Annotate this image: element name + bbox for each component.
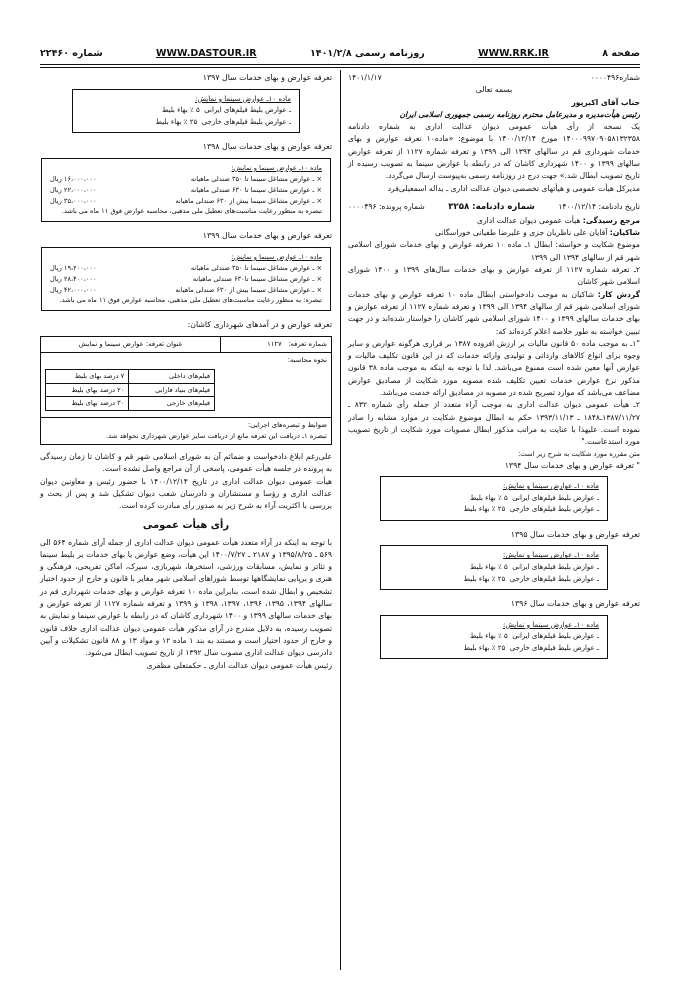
tariff-1399-heading: تعرفه عوارض و بهای خدمات سال ۱۳۹۹ [202, 231, 332, 241]
box-title: ماده ۱۰ـ عوارض سینما و نمایش: [503, 482, 599, 491]
tariff-1397-box: ماده ۱۰ـ عوارض سینما و نمایش: ـ عوارض بلیط فیلم‌های ایرانی ۵ ٪ بهاء بلیط ـ عوارض بلیط فیلم‌های خارجی ۲۵ ٪ بهاء بلیط [72, 89, 300, 134]
site-link-dastour[interactable]: WWW.DASTOUR.IR [156, 47, 257, 59]
subject-2: ۲ـ تعرفه شماره ۱۱۲۷ از تعرفه عوارض و بهای خدمات سال‌های ۱۳۹۹ و ۱۴۰۰ شورای اسلامی شهر کاشان [348, 265, 641, 287]
tariff-1396-heading: تعرفه عوارض و بهای خدمات سال ۱۳۹۶ [510, 599, 640, 609]
verdict-meta [348, 201, 640, 215]
para-2: هیأت عمومی دیوان عدالت اداری در تاریخ ۱۴۰۰/۱۲/۱۴ با حضور رئیس و معاونین دیوان عدالت اداری و رؤسا و مستشاران و دادرسان شعب دیوان تشکیل شد و پس از بحث و بررسی با اکثریت آراء به شرح زیر به صدور رأی مبادرت کرده است. [40, 476, 333, 511]
header-rule [40, 64, 640, 65]
page-number: صفحه ۸ [602, 47, 640, 59]
tariff-1397-heading: تعرفه عوارض و بهای خدمات سال ۱۳۹۷ [202, 73, 332, 82]
site-link-rrk[interactable]: WWW.RRK.IR [478, 47, 549, 59]
kashan-tariff-table: شماره تعرفه: ۱۱۲۷ عنوان تعرفه: عوارض سینما و نمایش نحوه محاسبه: فیلم‌های داخلی ۷ درصد بهای بلیط فیلم‌های بنیاد فارابی ۲۰ درصد بهای بلیط فیلم‌های خارجی ۳۰ درصد بهای بلیط ضوابط و تبصره‌های اجرایی: تبصره ۱ـ دریافت این تعرفه مانع از دریافت سایر عوارض شهرداری نخواهد شد. [40, 336, 332, 445]
final-signer: رئیس هیأت عمومی دیوان عدالت اداری ـ حکمتعلی مظفری [146, 660, 332, 670]
tariff-1398-heading: تعرفه عوارض و بهای خدمات سال ۱۳۹۸ [202, 142, 332, 152]
tariff-1395-heading: تعرفه عوارض و بهای خدمات سال ۱۳۹۵ [510, 529, 640, 539]
issue-number: شماره ۲۲۴۶۰ [40, 47, 103, 59]
kashan-heading: تعرفه عوارض و در آمدهای شهرداری کاشان: [187, 320, 332, 330]
ref-number: شماره۰۰۰۰۴۹۶ [590, 73, 640, 82]
quote-1: "۱ـ به موجب ماده ۵۰ قانون مالیات بر ارزش افزوده ۱۳۸۷ بر قراری هرگونه عوارض و سایر وجوه برای انواع کالاهای وارداتی و تولیدی وارائه خدمات که در این قانون تکلیف مالیات و عوارض آنها معین شده است ممنوع می‌باشد. لذا با توجه به اینکه به موجب ماده ۳۸ قانون مذکور نرخ عوارض خدمات تعیین تکلیف شده مصوبه مورد شکایت از مصادیق عوارض مضاعف می‌باشد که موارد تصریح شده در مصوبه در مصادیق ارائه خدمت می‌باشد. [348, 338, 640, 398]
tariff-1399-box: ماده ۱۰ـ عوارض سینما و نمایش: × ـ عوارض مشاغل سینما تا ۳۵۰ صندلی ماهیانه ۱۹،۲۰۰،۰۰۰ ریال × ـ عوارض مشاغل سینما تا۶۳۰ صندلی ماهیانه ۲۸،۴۰۰،۰۰۰ ریال × ـ عوارض مشاغل سینما بیش از ۶۳۰ صندلی ماهیانه ۴۲،۰۰۰،۰۰۰ ریال تبصره: به منظور رعایت مناسبت‌های تعطیل ملی مذهبی، محاسبه عوارض فوق ۱۱ ماه می باشد. [41, 247, 331, 311]
subject: موضوع شکایت و خواسته: ابطال ۱ـ ماده ۱۰ تعرفه عوارض و بهای خدمات شورای اسلامی شهر قم از سالهای ۱۳۹۴ الی ۱۳۹۹ [348, 240, 640, 262]
plaintiffs: شاکیان: آقایان علی ناظریان جزی و علیرضا طفیانی خوراسگانی [434, 228, 640, 238]
basmala: بسمه تعالی [475, 85, 513, 95]
verdict-date: تاریخ دادنامه: ۱۴۰۰/۱۲/۱۴ [558, 201, 640, 211]
text-note: متن مقرره مورد شکایت به شرح زیر است: [517, 449, 640, 458]
recipient-title: رئیس هیأت‌مدیره و مدیرعامل محترم روزنامه رسمی جمهوری اسلامی ایران [399, 109, 640, 119]
tariff-1395-box: ماده ۱۰ـ عوارض سینما و نمایش: ـ عوارض بلیط فیلم‌های ایرانی ۵ ٪ بهاء بلیط ـ عوارض بلیط فیلم‌های خارجی ۲۵ ٪ بهاء بلیط [380, 545, 608, 590]
authority: مرجع رسیدگی: هیأت عمومی دیوان عدالت اداری [477, 215, 640, 225]
para-1: علی‌رغم ابلاغ دادخواست و ضمائم آن به شورای اسلامی شهر قم و کاشان تا زمان رسیدگی به پرونده در جلسه هیأت عمومی، پاسخی از آن مراجع واصل نشده است. [40, 451, 332, 474]
page-header [40, 44, 640, 62]
tariff-1398-box: ماده ۱۰ـ عوارض سینما و نمایش: × ـ عوارض مشاغل سینما تا ۳۵۰ صندلی ماهیانه ۱۶،۰۰۰،۰۰۰ ریال × ـ عوارض مشاغل سینما تا ۶۳۰ صندلی ماهیانه ۲۲،۰۰۰،۰۰۰ ریال × ـ عوارض مشاغل سینما بیش از ۶۳۰ صندلی ماهیانه ۳۵،۰۰۰،۰۰۰ ریال تبصره به منظور رعایت مناسبت‌های تعطیل ملی مذهبی، محاسبه عوارض فوق ۱۱ ماه می باشد. [41, 158, 331, 222]
verdict-text: با توجه به اینکه در آراء متعدد هیأت عمومی دیوان عدالت اداری از جمله آرای شماره ۵۶۴ الی ۵۶۹ ـ ۱۳۹۵/۸/۲۵ و ۲۱۸۷ ـ ۱۴۰۰/۷/۲۷ این هیأت، وضع عوارض یا بهای خدمات بر بلیط سینما و تئاتر و نمایش، مسابقات ورزشی، استخرها، شهربازی، سیرک، اماکن تفریحی، فرهنگی و هنری و برپایی نمایشگاهها توسط شوراهای اسلامی شهر مغایر با قانون و خارج از حدود اختیار تشخیص و ابطال شده است، بنابراین ماده ۱۰ تعرفه عوارض و بهای خدمات شهرداری قم در سالهای ۱۳۹۴، ۱۳۹۵، ۱۳۹۶، ۱۳۹۷، ۱۳۹۸ و ۱۳۹۹ و تعرفه شماره ۱۱۲۷ از تعرفه عوارض و بهای خدمات سالهای ۱۳۹۹ و ۱۴۰۰ شهرداری کاشان که در رابطه با عوارض سینما و نمایش به تصویب رسیده، به دلایل مندرج در آرای مذکور هیأت عمومی دیوان عدالت اداری خلاف قانون و خارج از حدود اختیار است و مستند به بند ۱ ماده ۱۲ و مواد ۱۳ و ۸۸ قانون تشکیلات و آیین دادرسی دیوان عدالت اداری مصوب سال ۱۳۹۲ از تاریخ تصویب ابطال می‌شود. [39, 537, 333, 658]
tariff-1396-box: ماده ۱۰ـ عوارض سینما و نمایش: ـ عوارض بلیط فیلم‌های ایرانی ۵ ٪ بهاء بلیط ـ عوارض بلیط فیلم‌های خارجی ۲۵ ٪ بهاء بلیط [380, 615, 608, 660]
quote-2: ۲ـ هیأت عمومی دیوان عدالت اداری به موجب آراء متعدد از جمله رأی شماره ۸۳۲ ـ ۱۳۸۷/۱۱/۲۷ـ۱۸۴۸ ـ ۱۳۹۳/۱۱/۱۳ حکم به ابطال موضوع شکایت در موارد مشابه را صادر نموده است. علیهذا با عنایت به مراتب مذکور ابطال مصوبات مورد شکایت از تاریخ تصویب مورد استدعاست." [348, 400, 640, 447]
column-divider [340, 70, 341, 970]
letter-body: یک نسخه از رأی هیأت عمومی دیوان عدالت اداری به شماره دادنامه ۱۴۰۰۰۹۹۷۰۹۰۵۸۱۳۲۳۵۸ مورخ ۱۴۰۰/۱۲/۱۴ با موضوع: «ماده۱۰ تعرفه عوارض و بهای خدمات شهرداری قم در سالهای ۱۳۹۴ الی ۱۳۹۹ و تعرفه شماره ۱۱۲۷ از تعرفه عوارض سالهای ۱۳۹۹ و ۱۴۰۰ شهرداری کاشان که در رابطه با عوارض سینما به تصویب رسیده از تاریخ تصویب ابطال شد.» جهت درج در روزنامه رسمی به‌پیوست ارسال می‌گردد. [348, 122, 640, 181]
file-number: شماره پرونده: ۰۰۰۰۴۹۶ [348, 201, 425, 211]
ref-date: ۱۴۰۱/۱/۱۷ [348, 73, 382, 82]
letter-ref [348, 72, 640, 84]
right-column [348, 72, 640, 667]
header-rule-thin [40, 67, 640, 68]
verdict-heading: رأی هیأت عمومی [142, 520, 230, 532]
letter-signer: مدیرکل هیأت عمومی و هیأتهای تخصصی دیوان عدالت اداری ـ یداله اسمعیلی‌فرد [387, 183, 640, 193]
left-column [40, 72, 332, 672]
tariff-1394-box: ماده ۱۰ـ عوارض سینما و نمایش: ـ عوارض بلیط فیلم‌های ایرانی ۵ ٪ بهاء بلیط ـ عوارض بلیط فیلم‌های خارجی ۲۵ ٪ بهاء بلیط [380, 476, 608, 521]
gazette-date: روزنامه رسمی ۱۴۰۱/۲/۸ [310, 47, 425, 59]
process: گردش کار: شاکیان به موجب دادخواستی ابطال ماده ۱۰ تعرفه عوارض و بهای خدمات شورای اسلامی شهر قم از سالهای ۱۳۹۴ الی ۱۳۹۹ و تعرفه شماره ۱۱۲۷ از تعرفه عوارض و بهای خدمات سالهای ۱۳۹۹ و ۱۴۰۰ شورای اسلامی شهر کاشان را خواستار شده‌اند و در جهت تبیین خواسته به طور خلاصه اعلام کرده‌اند که: [348, 289, 640, 336]
tariff-1394-heading: " تعرفه عوارض و بهای خدمات سال ۱۳۹۴ [504, 460, 640, 470]
kashan-rates: فیلم‌های داخلی ۷ درصد بهای بلیط فیلم‌های بنیاد فارابی ۲۰ درصد بهای بلیط فیلم‌های خارجی ۳۰ درصد بهای بلیط [45, 369, 215, 411]
verdict-number: شماره دادنامه: ۳۲۵۸ [448, 201, 535, 212]
recipient-name: جناب آقای اکبرپور [571, 97, 640, 107]
